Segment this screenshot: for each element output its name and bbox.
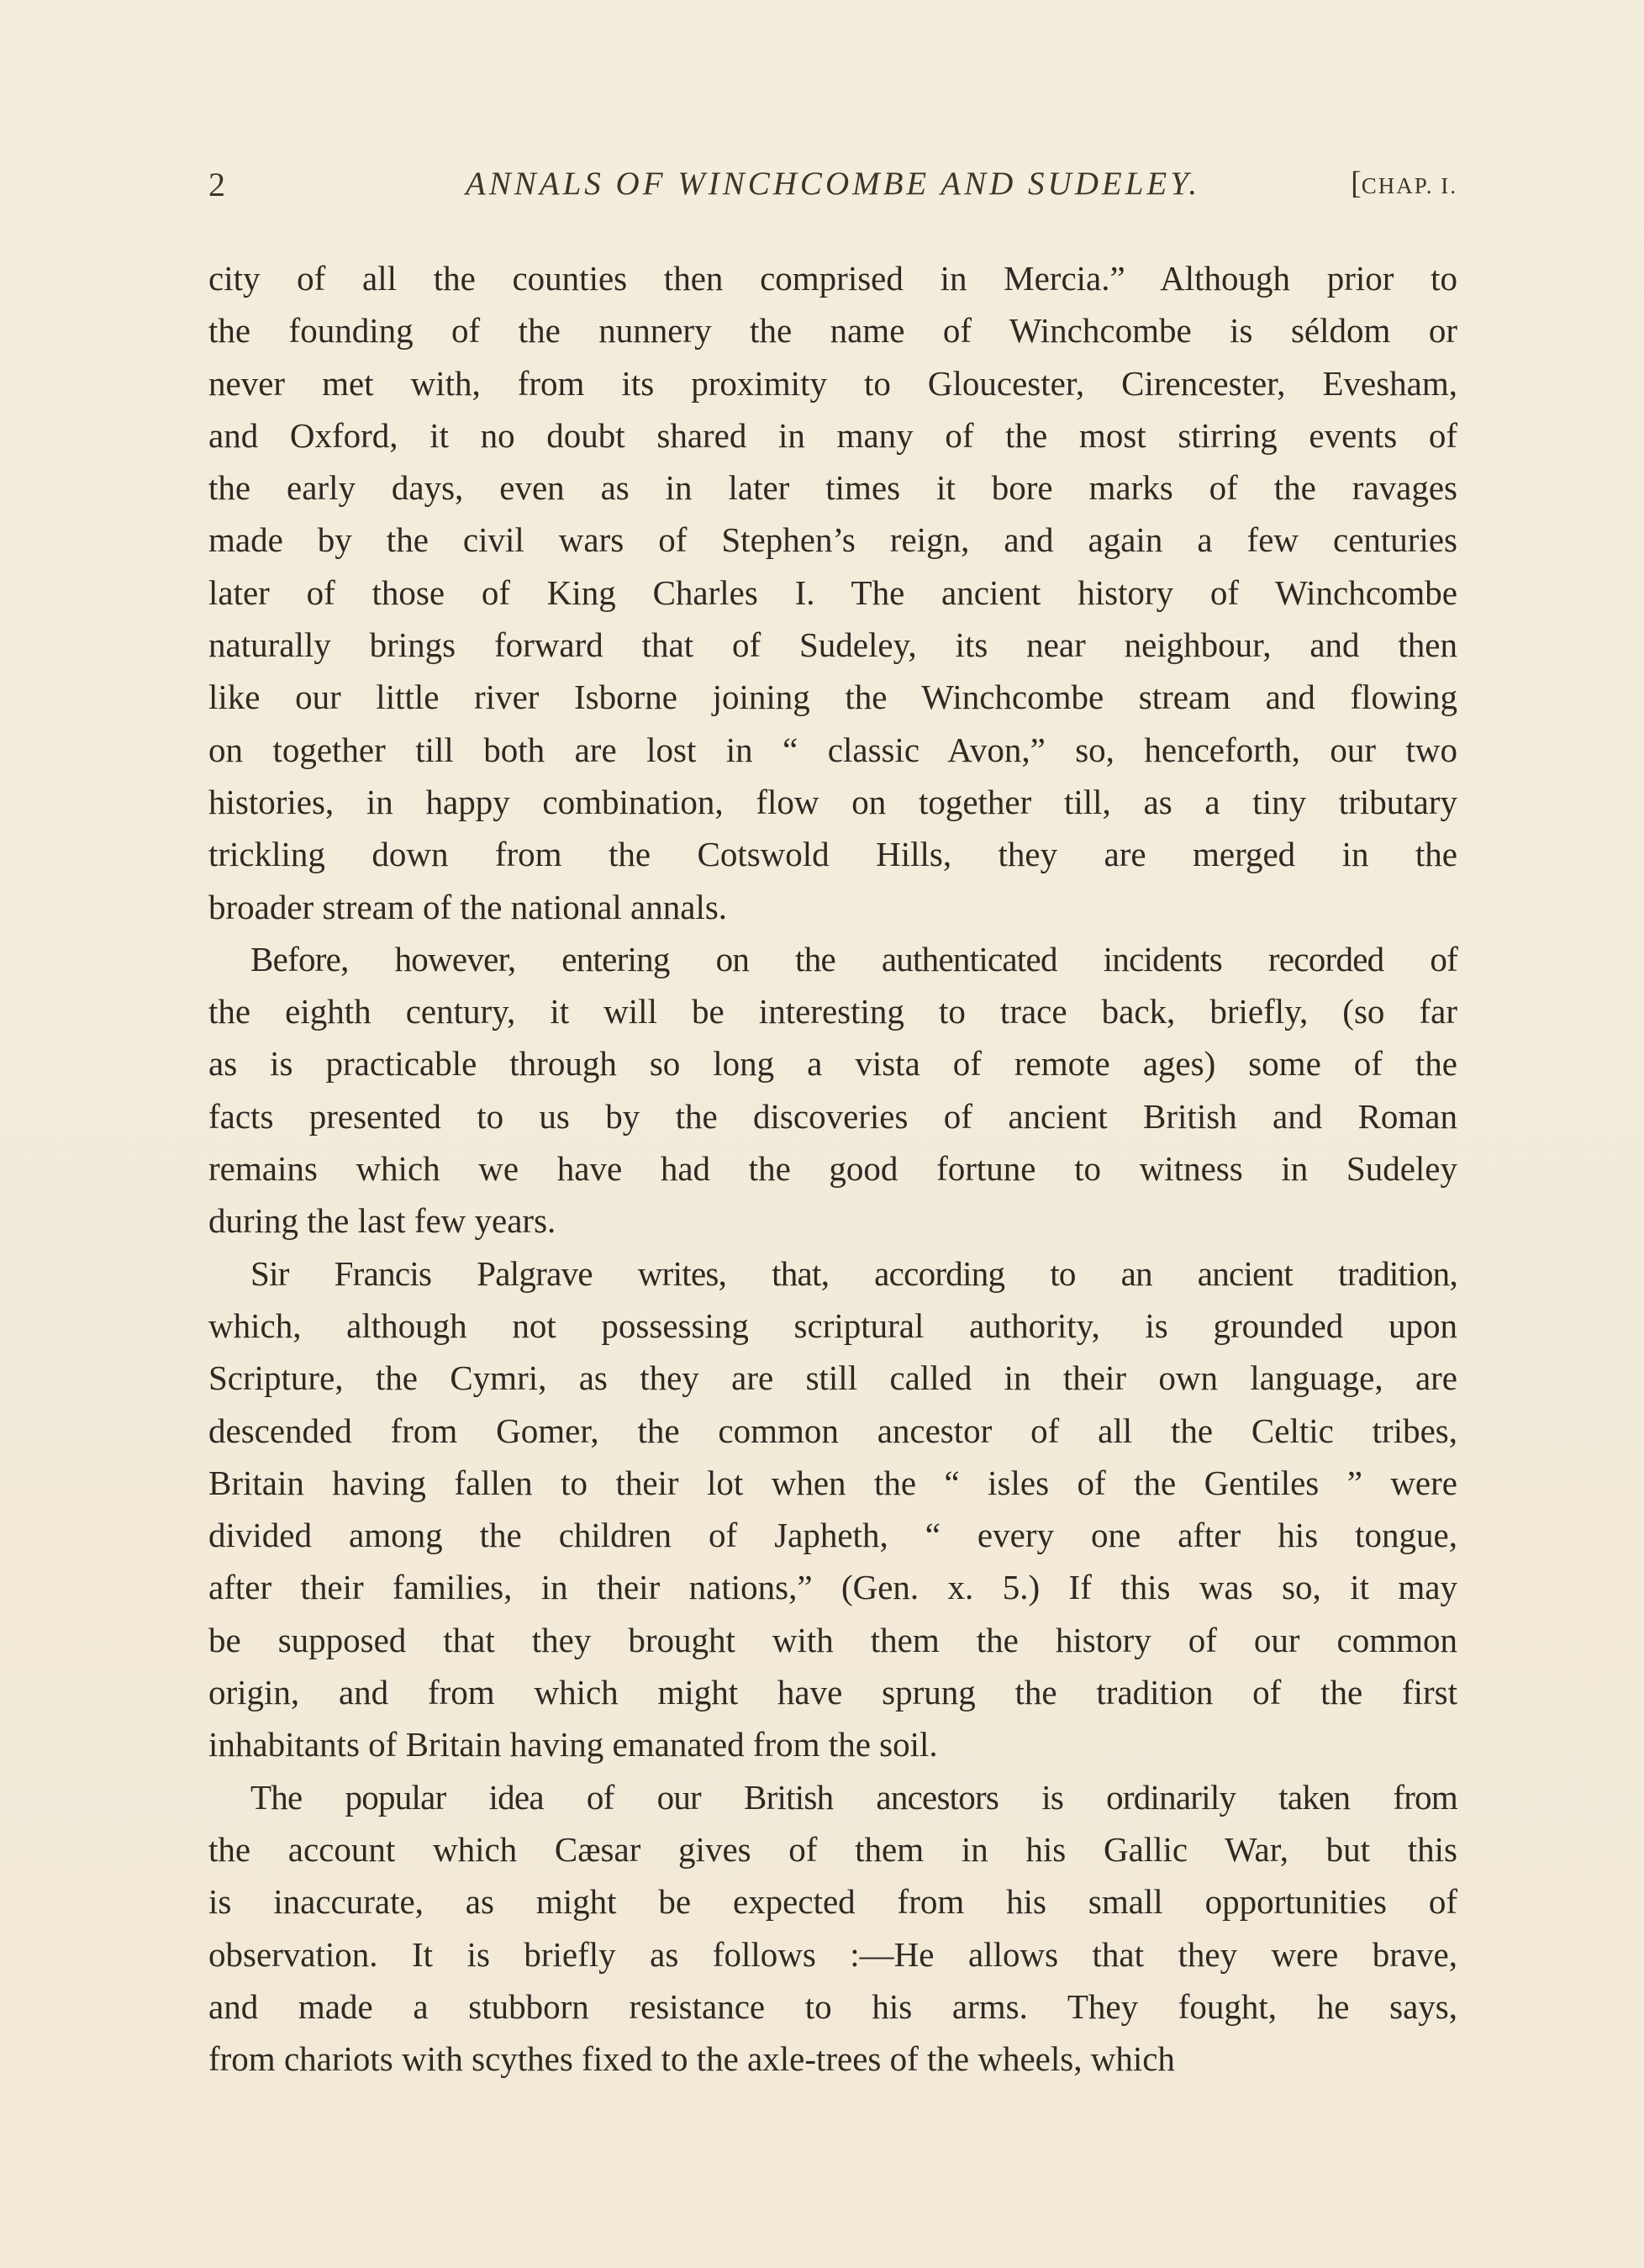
- running-head: [208, 165, 1457, 212]
- text-line: the early days, even as in later times it bore marks of the ravages: [208, 468, 1457, 508]
- text-line: broader stream of the national annals.: [208, 887, 728, 926]
- text-line: Britain having fallen to their lot when the “ isles of the Gentiles ” were: [208, 1463, 1457, 1502]
- paragraph: [208, 1771, 1457, 2086]
- text-line: as is practicable through so long a vista of remote ages) some of the: [208, 1044, 1457, 1084]
- text-line: never met with, from its proximity to Gloucester, Cirencester, Evesham,: [208, 363, 1457, 403]
- text-line: during the last few years.: [208, 1201, 556, 1241]
- text-line: the founding of the nunnery the name of Winchcombe is séldom or: [208, 311, 1457, 351]
- text-line: The popular idea of our British ancestors is ordinarily taken from: [250, 1777, 1457, 1817]
- text-line: observation. It is briefly as follows :—He allows that they were brave,: [208, 1934, 1457, 1974]
- chapter-marker: [1351, 165, 1457, 202]
- text-line: the eighth century, it will be interesting to trace back, briefly, (so far: [208, 992, 1457, 1031]
- text-line: later of those of King Charles I. The ancient history of Winchcombe: [208, 572, 1457, 612]
- paragraph: [208, 1247, 1457, 1771]
- body-text: [208, 252, 1457, 2085]
- text-line: inhabitants of Britain having emanated from the soil.: [208, 1725, 938, 1764]
- paragraph: [208, 933, 1457, 1247]
- text-line: and made a stubborn resistance to his arms. They fought, he says,: [208, 1986, 1457, 2026]
- text-line: trickling down from the Cotswold Hills, they are merged in the: [208, 835, 1457, 874]
- text-line: which, although not possessing scriptural authority, is grounded upon: [208, 1305, 1457, 1345]
- text-line: Scripture, the Cymri, as they are still called in their own language, are: [208, 1358, 1457, 1398]
- text-line: and Oxford, it no doubt shared in many of the most stirring events of: [208, 415, 1457, 455]
- text-line: made by the civil wars of Stephen’s reign, and again a few centuries: [208, 520, 1457, 560]
- page-number: 2: [208, 166, 225, 203]
- text-line: histories, in happy combination, flow on together till, as a tiny tributary: [208, 782, 1457, 821]
- paragraph: [208, 252, 1457, 933]
- chapter-bracket: [: [1351, 166, 1362, 201]
- text-line: city of all the counties then comprised in Mercia.” Although prior to: [208, 259, 1457, 298]
- text-line: origin, and from which might have sprung the tradition of the first: [208, 1673, 1457, 1712]
- text-line: from chariots with scythes fixed to the axle-trees of the wheels, which: [208, 2039, 1175, 2079]
- text-line: is inaccurate, as might be expected from his small opportunities of: [208, 1882, 1457, 1922]
- running-title: ANNALS OF WINCHCOMBE AND SUDELEY.: [465, 166, 1201, 202]
- text-line: like our little river Isborne joining the Winchcombe stream and flowing: [208, 678, 1457, 717]
- text-line: Before, however, entering on the authenticated incidents recorded of: [250, 939, 1457, 978]
- text-line: after their families, in their nations,” (Gen. x. 5.) If this was so, it may: [208, 1568, 1457, 1607]
- chapter-label: CHAP. I.: [1361, 173, 1457, 198]
- text-line: be supposed that they brought with them the history of our common: [208, 1620, 1457, 1659]
- text-line: naturally brings forward that of Sudeley, its near neighbour, and then: [208, 625, 1457, 665]
- text-line: on together till both are lost in “ classic Avon,” so, henceforth, our two: [208, 730, 1457, 769]
- text-line: the account which Cæsar gives of them in his Gallic War, but this: [208, 1829, 1457, 1869]
- text-line: Sir Francis Palgrave writes, that, according to an ancient tradition,: [250, 1253, 1457, 1293]
- text-line: divided among the children of Japheth, “ every one after his tongue,: [208, 1516, 1457, 1555]
- text-line: facts presented to us by the discoveries of ancient British and Roman: [208, 1096, 1457, 1136]
- text-line: remains which we have had the good fortune to witness in Sudeley: [208, 1149, 1457, 1189]
- text-line: descended from Gomer, the common ancestor of all the Celtic tribes,: [208, 1411, 1457, 1450]
